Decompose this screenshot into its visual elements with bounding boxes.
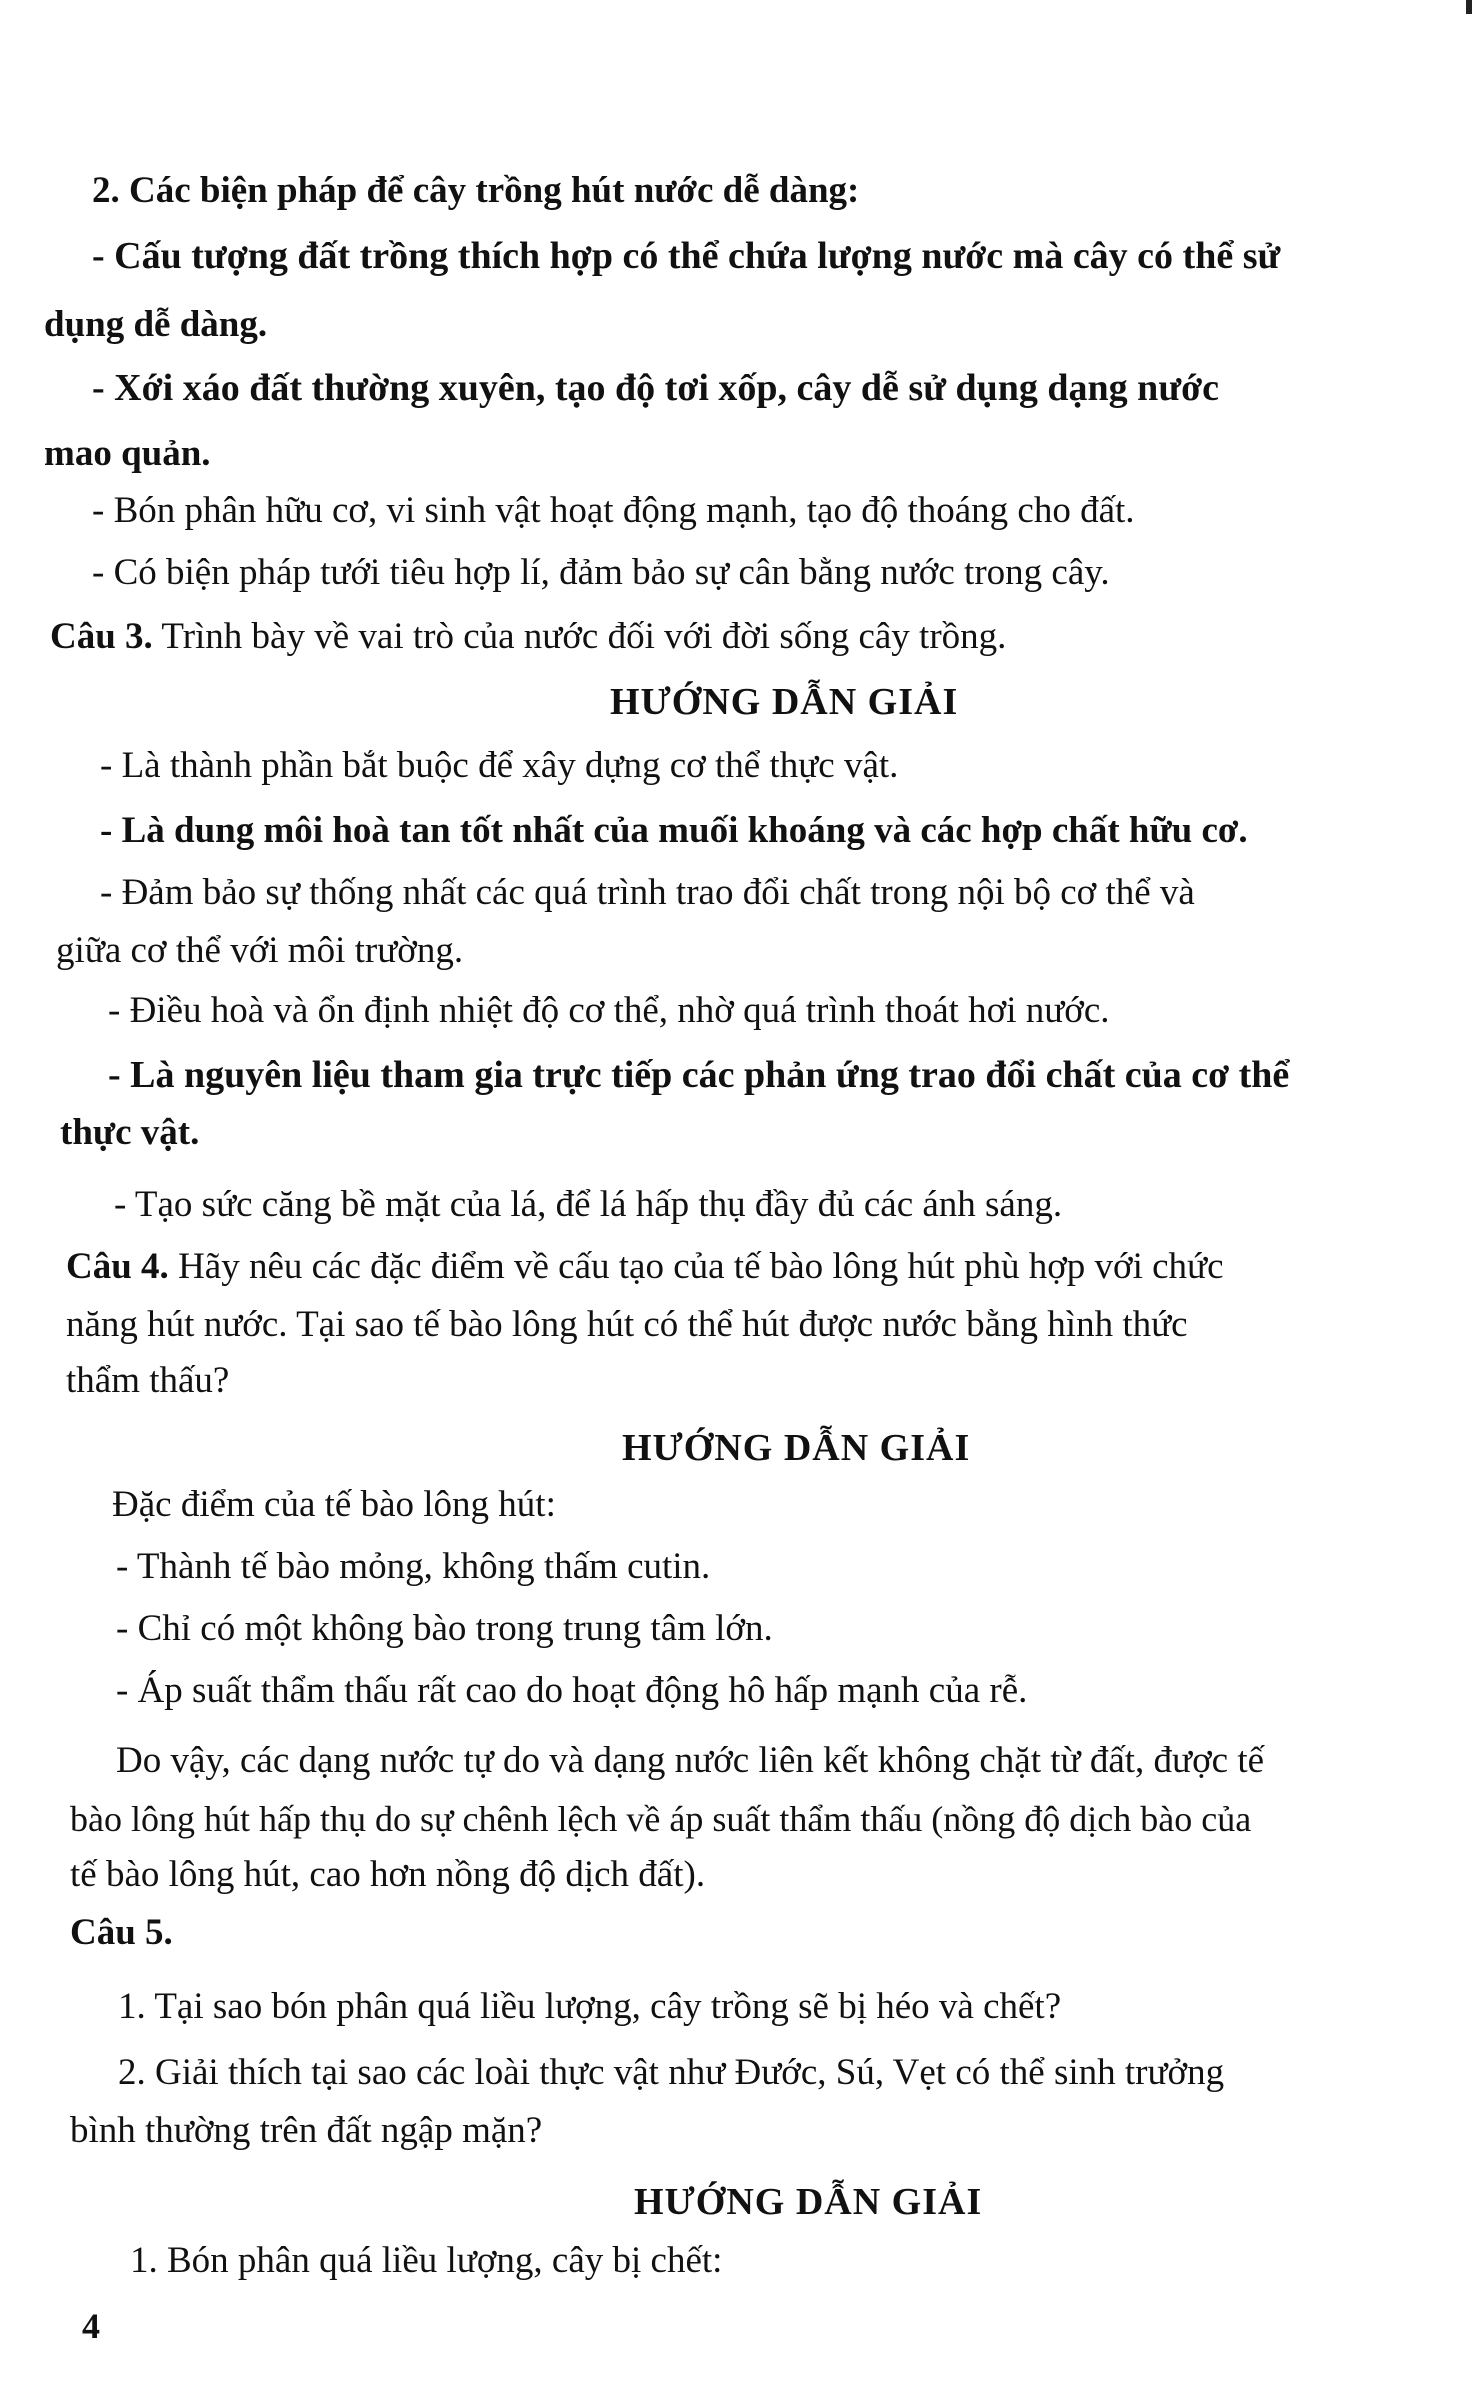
cau3-guide-heading: HƯỚNG DẪN GIẢI	[610, 681, 959, 723]
section2-line4: - Có biện pháp tưới tiêu hợp lí, đảm bảo sự cân bằng nước trong cây.	[92, 552, 1110, 593]
cau4-question2: năng hút nước. Tại sao tế bào lông hút có thể hút được nước bằng hình thức	[66, 1304, 1188, 1345]
cau5-question2: 2. Giải thích tại sao các loài thực vật như Đước, Sú, Vẹt có thể sinh trưởng	[118, 2052, 1225, 2093]
section2-line2b: mao quản.	[44, 433, 211, 474]
cau4-item3: - Áp suất thẩm thấu rất cao do hoạt động hô hấp mạnh của rễ.	[116, 1670, 1028, 1711]
cau3-answer5b: thực vật.	[60, 1112, 200, 1153]
cau4-label: Câu 4.	[66, 1246, 169, 1287]
cau4-question1	[66, 1244, 1224, 1290]
cau4-question1-text: Hãy nêu các đặc điểm về cấu tạo của tế bào lông hút phù hợp với chức	[178, 1246, 1224, 1287]
cau4-item2: - Chỉ có một không bào trong trung tâm lớn.	[116, 1608, 773, 1649]
cau4-intro: Đặc điểm của tế bào lông hút:	[112, 1484, 556, 1525]
cau5-label: Câu 5.	[70, 1912, 173, 1953]
cau3-label: Câu 3.	[50, 616, 153, 657]
scan-artifact	[1466, 0, 1472, 14]
cau3-answer2: - Là dung môi hoà tan tốt nhất của muối khoáng và các hợp chất hữu cơ.	[100, 810, 1248, 851]
cau4-item1: - Thành tế bào mỏng, không thấm cutin.	[116, 1546, 711, 1587]
cau3-answer3: - Đảm bảo sự thống nhất các quá trình trao đổi chất trong nội bộ cơ thể và	[100, 872, 1195, 913]
cau4-question3: thẩm thấu?	[66, 1360, 230, 1401]
cau3-question	[50, 614, 1006, 660]
cau4-guide-heading: HƯỚNG DẪN GIẢI	[622, 1427, 971, 1469]
cau3-question-text: Trình bày về vai trò của nước đối với đời sống cây trồng.	[161, 616, 1007, 657]
cau4-conclusion3: tế bào lông hút, cao hơn nồng độ dịch đất).	[70, 1854, 706, 1895]
cau5-answer1: 1. Bón phân quá liều lượng, cây bị chết:	[130, 2240, 723, 2281]
cau5-question2b: bình thường trên đất ngập mặn?	[70, 2110, 543, 2151]
cau5-question1: 1. Tại sao bón phân quá liều lượng, cây trồng sẽ bị héo và chết?	[118, 1986, 1062, 2027]
section2-line1: - Cấu tượng đất trồng thích hợp có thể chứa lượng nước mà cây có thể sử	[92, 235, 1281, 277]
cau3-answer5: - Là nguyên liệu tham gia trực tiếp các phản ứng trao đổi chất của cơ thể	[108, 1054, 1290, 1096]
page-number: 4	[82, 2306, 100, 2346]
section2-line1b: dụng dễ dàng.	[44, 304, 268, 345]
cau4-conclusion1: Do vậy, các dạng nước tự do và dạng nước liên kết không chặt từ đất, được tế	[116, 1740, 1265, 1781]
cau5-guide-heading: HƯỚNG DẪN GIẢI	[634, 2181, 983, 2223]
section2-line2: - Xới xáo đất thường xuyên, tạo độ tơi xốp, cây dễ sử dụng dạng nước	[92, 367, 1220, 409]
section2-line3: - Bón phân hữu cơ, vi sinh vật hoạt động mạnh, tạo độ thoáng cho đất.	[92, 490, 1135, 531]
cau3-answer4: - Điều hoà và ổn định nhiệt độ cơ thể, nhờ quá trình thoát hơi nước.	[108, 990, 1110, 1031]
cau4-conclusion2: bào lông hút hấp thụ do sự chênh lệch về áp suất thẩm thấu (nồng độ dịch bào của	[70, 1799, 1252, 1839]
section2-heading: 2. Các biện pháp để cây trồng hút nước dễ dàng:	[92, 170, 860, 211]
cau3-answer6: - Tạo sức căng bề mặt của lá, để lá hấp thụ đầy đủ các ánh sáng.	[114, 1184, 1063, 1225]
cau3-answer1: - Là thành phần bắt buộc để xây dựng cơ thể thực vật.	[100, 745, 899, 786]
cau3-answer3b: giữa cơ thể với môi trường.	[56, 930, 464, 971]
